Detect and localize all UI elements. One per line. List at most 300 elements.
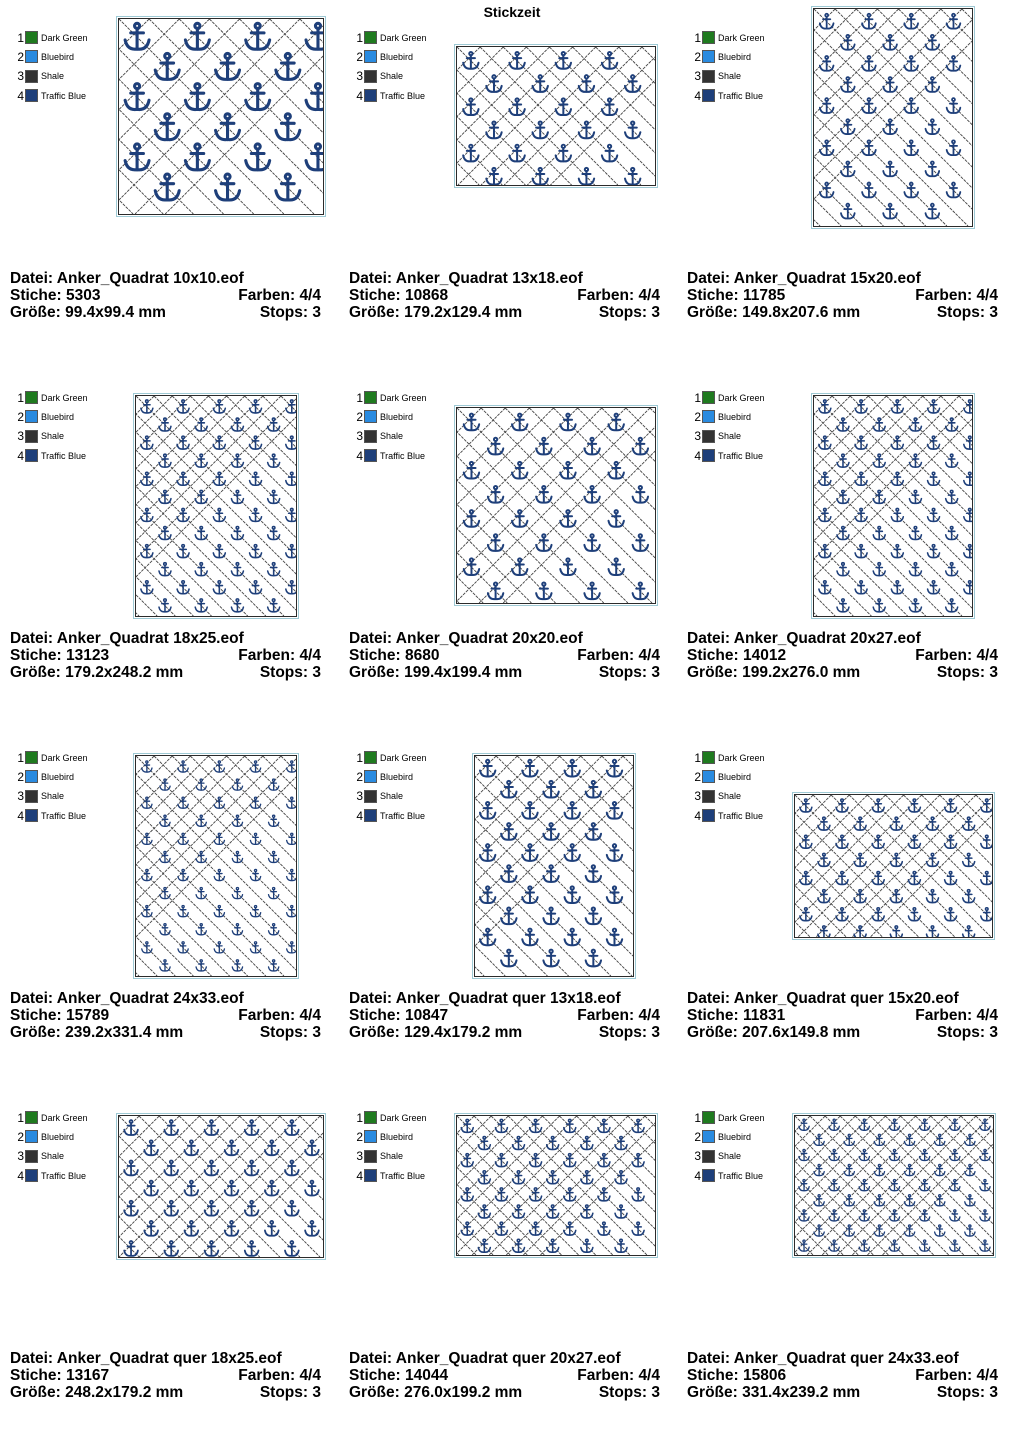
anchor-icon xyxy=(501,865,516,882)
anchor-icon xyxy=(141,472,153,485)
design-size: Größe: 331.4x239.2 mm xyxy=(687,1384,861,1401)
color-swatch xyxy=(702,449,715,462)
anchor-icon xyxy=(195,454,207,467)
legend-item xyxy=(355,806,427,825)
legend-item xyxy=(16,748,88,767)
anchor-icon xyxy=(837,563,849,576)
color-swatch xyxy=(702,391,715,404)
anchor-icon xyxy=(859,1119,869,1130)
anchor-icon xyxy=(836,908,848,921)
anchor-icon xyxy=(579,168,594,185)
color-name: Shale xyxy=(718,1151,742,1162)
anchor-icon xyxy=(873,563,885,576)
anchor-icon xyxy=(800,799,812,812)
stop-count: Stops: 3 xyxy=(259,1384,321,1401)
info-row xyxy=(10,647,321,664)
anchor-icon xyxy=(509,98,524,115)
anchor-icon xyxy=(268,490,280,503)
anchor-icon xyxy=(964,581,972,594)
legend-number: 2 xyxy=(17,1129,24,1144)
anchor-icon xyxy=(904,14,918,29)
color-name: Dark Green xyxy=(718,1112,765,1123)
stitch-count: Stiche: 14044 xyxy=(349,1367,449,1384)
color-count: Farben: 4/4 xyxy=(577,1007,660,1024)
anchor-icon xyxy=(480,929,495,946)
legend-number: 2 xyxy=(694,769,701,784)
design-card xyxy=(349,0,669,360)
anchor-icon xyxy=(799,1240,809,1251)
anchor-icon xyxy=(964,436,972,449)
anchor-icon xyxy=(495,1119,507,1132)
anchor-icon xyxy=(854,853,866,866)
anchor-icon xyxy=(513,1171,525,1184)
anchor-icon xyxy=(837,490,849,503)
anchor-icon xyxy=(213,508,225,521)
anchor-icon xyxy=(607,802,622,819)
anchor-icon xyxy=(155,174,179,200)
design-card xyxy=(10,1080,330,1440)
anchor-icon xyxy=(250,761,260,772)
anchor-icon xyxy=(855,400,867,413)
anchor-icon xyxy=(862,56,876,71)
stop-count: Stops: 3 xyxy=(259,664,321,681)
anchor-icon xyxy=(543,823,558,840)
anchor-icon xyxy=(285,1160,299,1175)
anchor-icon xyxy=(164,1241,178,1256)
color-swatch xyxy=(702,430,715,443)
anchor-icon xyxy=(632,1222,644,1235)
color-name: Shale xyxy=(380,71,404,82)
legend-number: 1 xyxy=(694,1110,701,1125)
color-swatch xyxy=(25,70,38,83)
anchor-icon xyxy=(883,161,897,176)
anchor-icon xyxy=(501,823,516,840)
design-preview xyxy=(118,1115,324,1258)
anchor-icon xyxy=(512,510,527,527)
color-name: Dark Green xyxy=(41,752,88,763)
anchor-icon xyxy=(965,1134,975,1145)
design-size: Größe: 199.4x199.4 mm xyxy=(349,664,523,681)
anchor-icon xyxy=(225,1140,239,1155)
color-name: Dark Green xyxy=(380,32,427,43)
anchor-icon xyxy=(928,508,940,521)
anchor-icon xyxy=(250,581,262,594)
anchor-icon xyxy=(225,1221,239,1236)
info-row xyxy=(687,270,998,287)
anchor-icon xyxy=(480,802,495,819)
anchor-icon xyxy=(935,1195,945,1206)
anchor-icon xyxy=(818,853,830,866)
anchor-icon xyxy=(564,1222,576,1235)
info-row xyxy=(349,1350,660,1367)
color-count: Farben: 4/4 xyxy=(238,1367,321,1384)
anchor-icon xyxy=(945,835,957,848)
color-count: Farben: 4/4 xyxy=(577,647,660,664)
color-name: Traffic Blue xyxy=(41,90,87,101)
anchor-icon xyxy=(125,144,149,170)
info-row xyxy=(349,1367,660,1384)
file-name: Datei: Anker_Quadrat 24x33.eof xyxy=(10,990,244,1007)
anchor-icon xyxy=(513,1239,525,1252)
color-name: Bluebird xyxy=(380,51,414,62)
file-name: Datei: Anker_Quadrat 20x20.eof xyxy=(349,630,583,647)
legend-item xyxy=(355,28,427,47)
anchor-icon xyxy=(854,817,866,830)
file-name: Datei: Anker_Quadrat quer 20x27.eof xyxy=(349,1350,621,1367)
anchor-icon xyxy=(285,1201,299,1216)
anchor-icon xyxy=(495,1188,507,1201)
anchor-icon xyxy=(980,1149,990,1160)
color-name: Bluebird xyxy=(41,1131,75,1142)
color-name: Shale xyxy=(41,71,65,82)
color-legend xyxy=(16,28,88,105)
anchor-icon xyxy=(196,960,206,971)
color-legend xyxy=(355,388,427,465)
anchor-icon xyxy=(461,1188,473,1201)
stitch-count: Stiche: 14012 xyxy=(687,647,787,664)
stitch-count: Stiche: 8680 xyxy=(349,647,440,664)
anchor-icon xyxy=(276,114,300,140)
anchor-icon xyxy=(598,1154,610,1167)
color-name: Dark Green xyxy=(41,32,88,43)
legend-number: 4 xyxy=(356,88,363,103)
color-swatch xyxy=(25,809,38,822)
legend-item xyxy=(355,1108,427,1127)
legend-number: 3 xyxy=(694,1149,701,1164)
anchor-icon xyxy=(159,527,171,540)
anchor-icon xyxy=(464,558,479,575)
color-name: Bluebird xyxy=(718,771,752,782)
design-card xyxy=(10,360,330,720)
anchor-icon xyxy=(581,1136,593,1149)
anchor-icon xyxy=(195,527,207,540)
file-name: Datei: Anker_Quadrat 13x18.eof xyxy=(349,270,583,287)
anchor-icon xyxy=(488,438,503,455)
anchor-icon xyxy=(530,1119,542,1132)
anchor-icon xyxy=(214,869,224,880)
anchor-icon xyxy=(818,890,830,903)
anchor-icon xyxy=(560,462,575,479)
anchor-icon xyxy=(245,1201,259,1216)
color-name: Shale xyxy=(718,71,742,82)
anchor-icon xyxy=(185,1181,199,1196)
anchor-icon xyxy=(632,1188,644,1201)
anchor-icon xyxy=(607,929,622,946)
net-pattern xyxy=(136,396,296,616)
legend-number: 4 xyxy=(694,88,701,103)
anchor-icon xyxy=(800,908,812,921)
anchor-icon xyxy=(625,75,640,92)
anchor-icon xyxy=(836,871,848,884)
anchor-icon xyxy=(250,436,262,449)
anchor-icon xyxy=(607,760,622,777)
legend-number: 2 xyxy=(356,409,363,424)
anchor-icon xyxy=(512,462,527,479)
anchor-icon xyxy=(841,204,855,219)
anchor-icon xyxy=(950,1210,960,1221)
anchor-icon xyxy=(231,454,243,467)
anchor-icon xyxy=(946,563,958,576)
legend-number: 2 xyxy=(356,1129,363,1144)
anchor-icon xyxy=(928,472,940,485)
info-row xyxy=(349,630,660,647)
anchor-icon xyxy=(883,35,897,50)
stop-count: Stops: 3 xyxy=(598,304,660,321)
anchor-icon xyxy=(909,454,921,467)
design-info xyxy=(349,270,660,321)
anchor-icon xyxy=(245,1241,259,1256)
anchor-icon xyxy=(947,98,961,113)
anchor-icon xyxy=(632,1154,644,1167)
anchor-icon xyxy=(814,1134,824,1145)
color-legend xyxy=(693,1108,765,1185)
net-pattern xyxy=(136,756,296,976)
legend-item xyxy=(693,1166,765,1185)
anchor-icon xyxy=(633,486,648,503)
file-name: Datei: Anker_Quadrat 10x10.eof xyxy=(10,270,244,287)
anchor-icon xyxy=(844,1225,854,1236)
anchor-icon xyxy=(246,144,270,170)
legend-number: 1 xyxy=(17,750,24,765)
color-name: Shale xyxy=(718,431,742,442)
legend-number: 4 xyxy=(17,1168,24,1183)
legend-number: 1 xyxy=(356,390,363,405)
anchor-icon xyxy=(141,436,153,449)
anchor-icon xyxy=(556,52,571,69)
file-name: Datei: Anker_Quadrat quer 24x33.eof xyxy=(687,1350,959,1367)
anchor-icon xyxy=(891,545,903,558)
anchor-icon xyxy=(305,1140,319,1155)
color-name: Traffic Blue xyxy=(718,810,764,821)
anchor-icon xyxy=(488,486,503,503)
anchor-icon xyxy=(928,545,940,558)
color-swatch xyxy=(25,430,38,443)
anchor-icon xyxy=(584,486,599,503)
legend-number: 4 xyxy=(694,1168,701,1183)
anchor-icon xyxy=(177,436,189,449)
anchor-icon xyxy=(205,1160,219,1175)
info-row xyxy=(10,990,321,1007)
anchor-icon xyxy=(522,929,537,946)
color-legend xyxy=(355,1108,427,1185)
anchor-icon xyxy=(509,145,524,162)
anchor-icon xyxy=(501,950,516,967)
anchor-icon xyxy=(530,1154,542,1167)
stitch-count: Stiche: 15806 xyxy=(687,1367,787,1384)
design-info xyxy=(10,270,321,321)
color-swatch xyxy=(25,50,38,63)
color-swatch xyxy=(702,1150,715,1163)
anchor-icon xyxy=(305,1181,319,1196)
color-name: Bluebird xyxy=(380,1131,414,1142)
anchor-icon xyxy=(945,908,957,921)
anchor-icon xyxy=(799,1149,809,1160)
anchor-icon xyxy=(946,599,958,612)
legend-item xyxy=(355,1147,427,1166)
color-swatch xyxy=(25,31,38,44)
anchor-icon xyxy=(854,890,866,903)
legend-number: 3 xyxy=(17,429,24,444)
color-name: Dark Green xyxy=(380,752,427,763)
anchor-icon xyxy=(584,582,599,599)
color-name: Dark Green xyxy=(41,1112,88,1123)
legend-number: 1 xyxy=(356,1110,363,1125)
anchor-icon xyxy=(556,145,571,162)
anchor-icon xyxy=(306,23,323,49)
design-card xyxy=(349,720,669,1080)
info-row xyxy=(10,1350,321,1367)
anchor-icon xyxy=(141,400,153,413)
anchor-icon xyxy=(586,865,601,882)
legend-number: 3 xyxy=(356,1149,363,1164)
anchor-icon xyxy=(889,1149,899,1160)
anchor-icon xyxy=(464,462,479,479)
anchor-icon xyxy=(155,53,179,79)
stop-count: Stops: 3 xyxy=(598,1024,660,1041)
anchor-icon xyxy=(584,438,599,455)
anchor-icon xyxy=(800,835,812,848)
design-preview xyxy=(794,794,993,938)
color-count: Farben: 4/4 xyxy=(915,287,998,304)
file-name: Datei: Anker_Quadrat 15x20.eof xyxy=(687,270,921,287)
color-name: Bluebird xyxy=(718,51,752,62)
design-info xyxy=(687,1350,998,1401)
anchor-icon xyxy=(245,1120,259,1135)
color-name: Dark Green xyxy=(718,752,765,763)
legend-number: 1 xyxy=(17,390,24,405)
anchor-icon xyxy=(633,582,648,599)
legend-number: 2 xyxy=(694,1129,701,1144)
anchor-icon xyxy=(522,802,537,819)
anchor-icon xyxy=(818,817,830,830)
design-card xyxy=(687,0,1007,360)
anchor-icon xyxy=(268,599,280,612)
anchor-icon xyxy=(185,84,209,110)
legend-item xyxy=(693,86,765,105)
net-pattern xyxy=(119,1116,323,1257)
legend-number: 3 xyxy=(694,789,701,804)
color-legend xyxy=(355,748,427,825)
info-row xyxy=(10,1367,321,1384)
legend-item xyxy=(16,407,88,426)
anchor-icon xyxy=(178,942,188,953)
info-row xyxy=(10,1024,321,1041)
anchor-icon xyxy=(177,400,189,413)
anchor-icon xyxy=(185,144,209,170)
legend-item xyxy=(16,1147,88,1166)
anchor-icon xyxy=(488,534,503,551)
color-name: Shale xyxy=(41,431,65,442)
anchor-icon xyxy=(874,1134,884,1145)
info-row xyxy=(349,1384,660,1401)
anchor-icon xyxy=(512,414,527,431)
design-preview xyxy=(135,755,297,977)
legend-number: 3 xyxy=(694,69,701,84)
anchor-icon xyxy=(859,1240,869,1251)
anchor-icon xyxy=(633,438,648,455)
design-size: Größe: 239.2x331.4 mm xyxy=(10,1024,184,1041)
anchor-icon xyxy=(250,472,262,485)
anchor-icon xyxy=(946,527,958,540)
color-count: Farben: 4/4 xyxy=(238,287,321,304)
anchor-icon xyxy=(536,582,551,599)
anchor-icon xyxy=(904,183,918,198)
anchor-icon xyxy=(920,1240,930,1251)
anchor-icon xyxy=(920,1210,930,1221)
color-swatch xyxy=(702,790,715,803)
info-row xyxy=(687,1350,998,1367)
legend-item xyxy=(355,86,427,105)
design-preview xyxy=(813,8,973,227)
anchor-icon xyxy=(547,1171,559,1184)
anchor-icon xyxy=(859,1210,869,1221)
anchor-icon xyxy=(935,1225,945,1236)
legend-item xyxy=(693,407,765,426)
info-row xyxy=(10,664,321,681)
legend-number: 3 xyxy=(356,429,363,444)
legend-item xyxy=(693,427,765,446)
legend-number: 3 xyxy=(356,69,363,84)
stitch-count: Stiche: 13123 xyxy=(10,647,110,664)
color-name: Shale xyxy=(380,1151,404,1162)
anchor-icon xyxy=(909,527,921,540)
anchor-icon xyxy=(543,950,558,967)
info-row xyxy=(10,270,321,287)
stop-count: Stops: 3 xyxy=(936,304,998,321)
design-info xyxy=(10,630,321,681)
info-row xyxy=(687,647,998,664)
color-swatch xyxy=(364,790,377,803)
anchor-icon xyxy=(926,161,940,176)
anchor-icon xyxy=(980,1210,990,1221)
anchor-icon xyxy=(480,844,495,861)
color-swatch xyxy=(702,770,715,783)
anchor-icon xyxy=(232,888,242,899)
legend-number: 3 xyxy=(694,429,701,444)
legend-item xyxy=(355,1127,427,1146)
color-swatch xyxy=(364,1111,377,1124)
anchor-icon xyxy=(480,760,495,777)
anchor-icon xyxy=(269,924,279,935)
anchor-icon xyxy=(205,1201,219,1216)
anchor-icon xyxy=(159,418,171,431)
design-preview xyxy=(456,407,656,604)
anchor-icon xyxy=(141,581,153,594)
anchor-icon xyxy=(889,1180,899,1191)
color-swatch xyxy=(364,89,377,102)
file-name: Datei: Anker_Quadrat 18x25.eof xyxy=(10,630,244,647)
legend-number: 1 xyxy=(694,30,701,45)
anchor-icon xyxy=(268,527,280,540)
info-row xyxy=(687,990,998,1007)
anchor-icon xyxy=(547,1239,559,1252)
color-count: Farben: 4/4 xyxy=(577,287,660,304)
anchor-icon xyxy=(522,844,537,861)
design-card xyxy=(349,1080,669,1440)
design-info xyxy=(349,990,660,1041)
legend-item xyxy=(16,787,88,806)
color-name: Traffic Blue xyxy=(380,450,426,461)
color-name: Shale xyxy=(380,431,404,442)
legend-item xyxy=(16,28,88,47)
anchor-icon xyxy=(231,527,243,540)
anchor-icon xyxy=(965,1195,975,1206)
anchor-icon xyxy=(904,1164,914,1175)
anchor-icon xyxy=(872,835,884,848)
design-preview xyxy=(118,18,324,215)
anchor-icon xyxy=(909,563,921,576)
anchor-icon xyxy=(855,472,867,485)
